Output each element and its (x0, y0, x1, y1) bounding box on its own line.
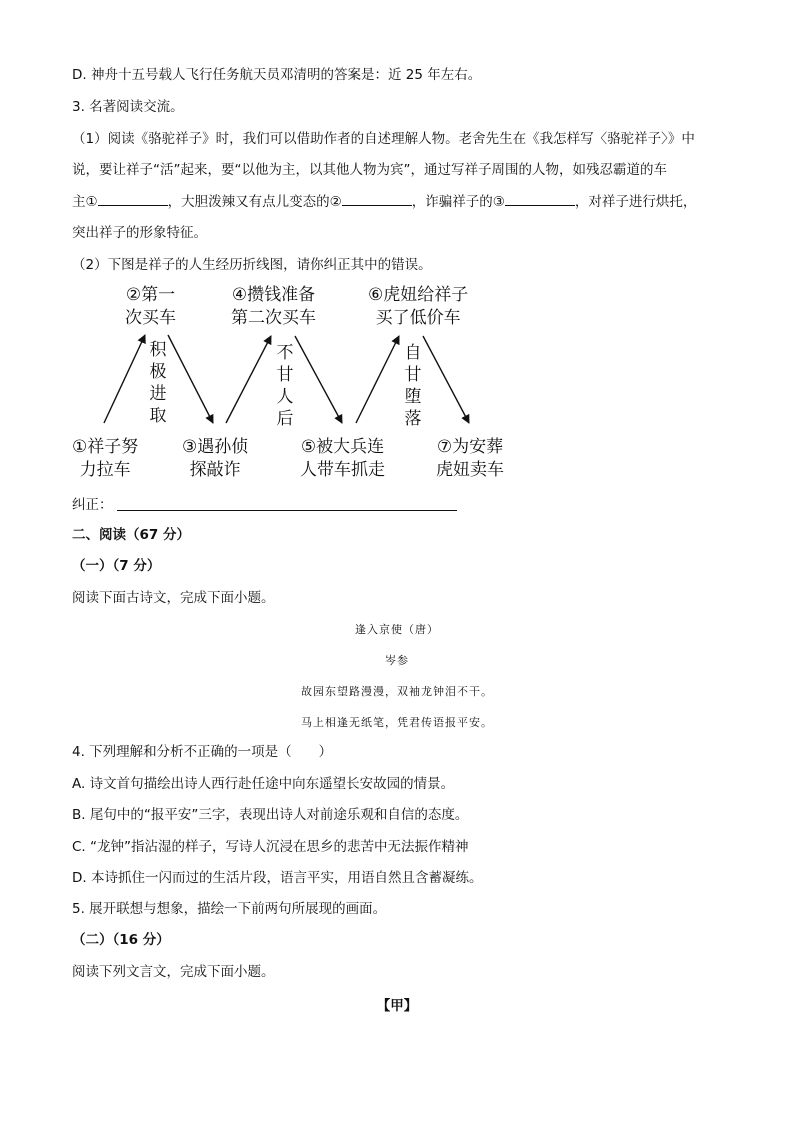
question-3-1-line1: （1）阅读《骆驼祥子》时，我们可以借助作者的自述理解人物。老舍先生在《我怎样写〈骆驼祥子〉》中 (72, 131, 695, 147)
section-2-heading: 二、阅读（67 分） (72, 527, 190, 543)
text-segment: ，对祥子进行烘托， (574, 194, 697, 210)
option-4d[interactable]: D. 本诗抓住一闪而过的生活片段，语言平实，用语自然且含蓄凝练。 (72, 870, 483, 886)
node-line: ④攒钱准备 (231, 285, 316, 305)
question-3: 3. 名著阅读交流。 (72, 99, 184, 115)
correction-label: 纠正： (72, 497, 113, 513)
arrow-down-3 (423, 336, 469, 423)
reading-instruction-2: 阅读下列文言文，完成下面小题。 (72, 964, 275, 980)
node-line: 人带车抓走 (300, 460, 385, 480)
part-2-heading: （二）（16 分） (72, 932, 170, 948)
node-line: ②第一 (125, 285, 176, 305)
text-segment: ，大胆泼辣又有点儿变态的② (167, 194, 342, 210)
node-line: 力拉车 (79, 460, 131, 480)
arrow-up-1 (104, 335, 145, 423)
node-line: 买了低价车 (375, 308, 461, 328)
question-4: 4. 下列理解和分析不正确的一项是（ ） (72, 744, 333, 760)
poem-author: 岑参 (385, 654, 409, 667)
poem-line-1: 故园东望路漫漫，双袖龙钟泪不干。 (301, 685, 493, 698)
question-5: 5. 展开联想与想象，描绘一下前两句所展现的画面。 (72, 901, 387, 917)
question-3-1-line4: 突出祥子的形象特征。 (72, 225, 207, 241)
node-line: ⑤被大兵连 (300, 437, 385, 457)
node-line: ⑦为安葬 (436, 437, 504, 457)
text-jia-heading: 【甲】 (376, 998, 418, 1014)
node-line: 第二次买车 (231, 308, 316, 328)
arrow-down-2 (295, 336, 342, 423)
label-degenerate: 自 甘 堕 落 (404, 343, 422, 429)
node-line: ⑥虎妞给祥子 (368, 285, 469, 305)
question-3-1-line2: 说，要让祥子“活”起来，要“以他为主，以其他人物为宾”，通过写祥子周围的人物，如残忍霸道的车 (72, 162, 667, 178)
question-3-2: （2）下图是祥子的人生经历折线图，请你纠正其中的错误。 (72, 257, 432, 273)
poem-line-2: 马上相逢无纸笔，凭君传语报平安。 (301, 716, 493, 729)
node-line: 次买车 (125, 308, 176, 328)
option-4c[interactable]: C. “龙钟”指沾湿的样子，写诗人沉浸在思乡的悲苦中无法振作精神 (72, 839, 469, 855)
node-line: 虎妞卖车 (436, 460, 504, 480)
poem-title: 逢入京使（唐） (355, 623, 439, 636)
text-segment: 主① (72, 194, 98, 210)
part-1-heading: （一）（7 分） (72, 558, 161, 574)
option-4b[interactable]: B. 尾句中的“报平安”三字，表现出诗人对前途乐观和自信的态度。 (72, 807, 469, 823)
correction-answer-line[interactable] (117, 510, 457, 511)
reading-instruction-1: 阅读下面古诗文，完成下面小题。 (72, 590, 275, 606)
node-line: 探敲诈 (189, 460, 241, 480)
label-active: 积 极 进 取 (149, 340, 167, 426)
option-d-line: D. 神舟十五号载人飞行任务航天员邓清明的答案是：近 25 年左右。 (72, 67, 482, 83)
arrow-up-2 (226, 336, 271, 423)
arrow-up-3 (356, 336, 399, 423)
text-segment: ，诈骗祥子的③ (411, 194, 505, 210)
label-unwilling: 不 甘 人 后 (276, 343, 294, 429)
arrow-down-1 (168, 335, 213, 423)
option-4a[interactable]: A. 诗文首句描绘出诗人西行赴任途中向东遥望长安故园的情景。 (72, 776, 455, 792)
node-line: ①祥子努 (72, 437, 139, 457)
node-line: ③遇孙侦 (182, 437, 249, 457)
